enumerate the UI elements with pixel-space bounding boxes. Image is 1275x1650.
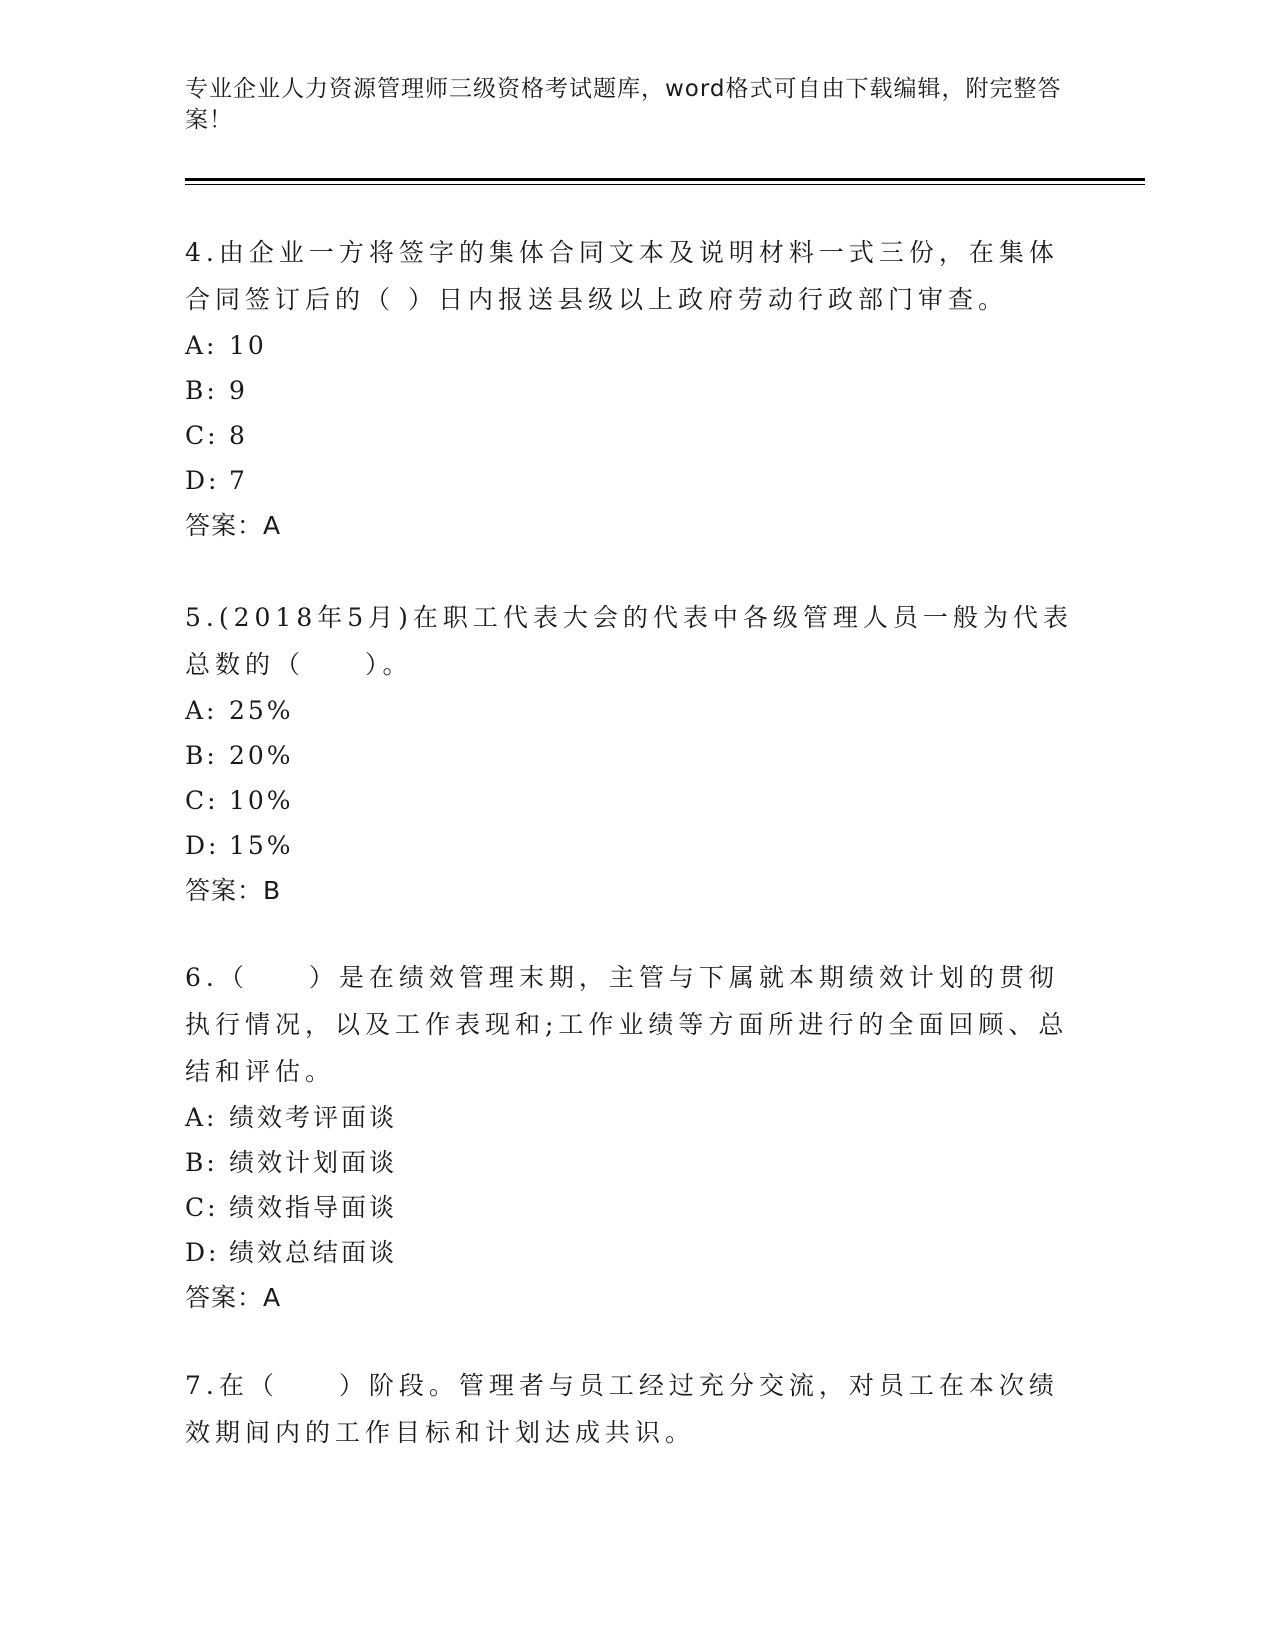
- option-text: 15%: [229, 831, 294, 860]
- question-6: [185, 954, 1075, 1320]
- option-d: [185, 1230, 1075, 1275]
- option-a: [185, 688, 1075, 733]
- option-text: 10%: [229, 786, 294, 815]
- question-stem: 4.由企业一方将签字的集体合同文本及说明材料一式三份，在集体合同签订后的（ ）日内报送县级以上政府劳动行政部门审查。: [185, 238, 1059, 314]
- answer-line: 答案：A: [185, 511, 282, 540]
- option-text: 7: [229, 466, 248, 495]
- option-letter: C:: [185, 786, 219, 815]
- option-letter: A:: [185, 1103, 218, 1132]
- option-b: [185, 733, 1075, 778]
- option-c: [185, 778, 1075, 823]
- answer-line: 答案：A: [185, 1283, 282, 1312]
- option-letter: D:: [185, 1238, 220, 1267]
- option-d: [185, 823, 1075, 868]
- option-text: 20%: [229, 741, 294, 770]
- question-7: [185, 1362, 1075, 1456]
- option-text: 绩效计划面谈: [229, 1148, 398, 1177]
- option-text: 8: [229, 421, 248, 450]
- option-letter: B:: [185, 376, 218, 405]
- option-b: [185, 368, 1075, 413]
- option-text: 绩效总结面谈: [229, 1238, 398, 1267]
- option-text: 25%: [229, 696, 294, 725]
- option-letter: C:: [185, 421, 219, 450]
- option-letter: A:: [185, 331, 218, 360]
- question-stem: 7.在（ ）阶段。管理者与员工经过充分交流，对员工在本次绩效期间内的工作目标和计划达成共识。: [185, 1371, 1059, 1447]
- question-4: [185, 229, 1075, 548]
- option-c: [185, 413, 1075, 458]
- option-text: 9: [229, 376, 248, 405]
- option-b: [185, 1140, 1075, 1185]
- option-a: [185, 323, 1075, 368]
- question-5: [185, 594, 1075, 913]
- question-stem: 6.（ ）是在绩效管理末期，主管与下属就本期绩效计划的贯彻执行情况，以及工作表现和;工作业绩等方面所进行的全面回顾、总结和评估。: [185, 963, 1069, 1086]
- option-letter: C:: [185, 1193, 219, 1222]
- option-letter: D:: [185, 831, 220, 860]
- option-letter: B:: [185, 741, 218, 770]
- option-d: [185, 458, 1075, 503]
- header-divider-thick: [185, 178, 1145, 181]
- option-text: 10: [229, 331, 267, 360]
- question-stem: 5.(2018年5月)在职工代表大会的代表中各级管理人员一般为代表总数的（ ）。: [185, 603, 1073, 679]
- option-list: [185, 1095, 1075, 1275]
- option-letter: D:: [185, 466, 220, 495]
- option-text: 绩效考评面谈: [229, 1103, 398, 1132]
- option-a: [185, 1095, 1075, 1140]
- option-text: 绩效指导面谈: [229, 1193, 398, 1222]
- option-letter: B:: [185, 1148, 218, 1177]
- option-c: [185, 1185, 1075, 1230]
- option-list: [185, 688, 1075, 868]
- document-header: 专业企业人力资源管理师三级资格考试题库，word格式可自由下载编辑，附完整答案！: [185, 76, 1062, 133]
- option-letter: A:: [185, 696, 218, 725]
- header-divider-thin: [185, 184, 1145, 185]
- answer-line: 答案：B: [185, 876, 282, 905]
- option-list: [185, 323, 1075, 503]
